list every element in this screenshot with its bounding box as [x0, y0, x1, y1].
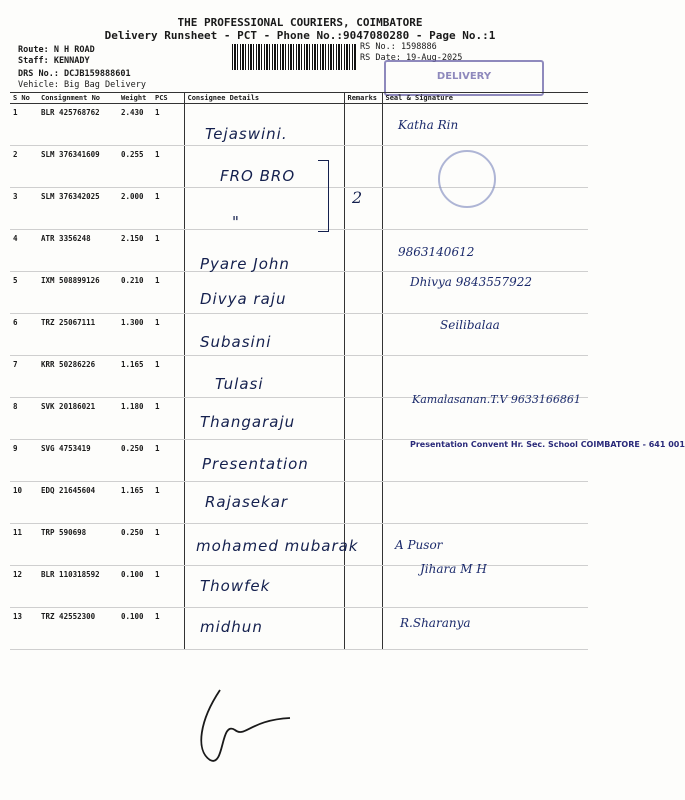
consignee-name-handwritten: Rajasekar [205, 493, 289, 511]
pcs-value: 1 [152, 314, 184, 356]
consignee-name-handwritten: Thowfek [200, 577, 271, 595]
col-weight: Weight [118, 93, 152, 104]
row-sno: 8 [10, 398, 38, 440]
table-row [10, 608, 588, 650]
table-row [10, 356, 588, 398]
consignment-no: SLM 376342025 [38, 188, 118, 230]
pcs-value: 1 [152, 608, 184, 650]
consignment-no: TRP 590698 [38, 524, 118, 566]
signature-cell [382, 356, 588, 398]
pcs-value: 1 [152, 272, 184, 314]
rs-number: RS No.: 1598886 [360, 42, 437, 52]
pcs-value: 1 [152, 230, 184, 272]
remarks-cell [344, 230, 382, 272]
row-sno: 3 [10, 188, 38, 230]
pcs-value: 1 [152, 398, 184, 440]
table-row [10, 314, 588, 356]
remarks-cell [344, 146, 382, 188]
table-row [10, 482, 588, 524]
col-sno: S No [10, 93, 38, 104]
consignee-name-handwritten: FRO BRO [220, 167, 296, 185]
weight-value: 1.165 [118, 482, 152, 524]
consignment-no: SVG 4753419 [38, 440, 118, 482]
company-title: THE PROFESSIONAL COURIERS, COIMBATORE [177, 16, 423, 29]
consignee-name-handwritten: midhun [200, 618, 263, 636]
row-sno: 5 [10, 272, 38, 314]
remarks-cell [344, 440, 382, 482]
route-label: Route: N H ROAD [18, 45, 95, 55]
remarks-cell [344, 272, 382, 314]
pcs-value: 1 [152, 188, 184, 230]
receiver-signature: 9863140612 [398, 245, 475, 259]
receiver-signature: Dhivya 9843557922 [410, 275, 533, 289]
runsheet-subtitle: Delivery Runsheet - PCT - Phone No.:9047080280 - Page No.:1 [104, 29, 496, 42]
table-row [10, 230, 588, 272]
row-sno: 11 [10, 524, 38, 566]
row-sno: 13 [10, 608, 38, 650]
col-consignee: Consignee Details [184, 93, 344, 104]
weight-value: 0.210 [118, 272, 152, 314]
weight-value: 2.430 [118, 104, 152, 146]
row-sno: 6 [10, 314, 38, 356]
remarks-cell [344, 608, 382, 650]
receiver-signature: Katha Rin [398, 118, 459, 132]
weight-value: 2.000 [118, 188, 152, 230]
row-sno: 7 [10, 356, 38, 398]
runsheet-table [10, 92, 588, 650]
weight-value: 0.250 [118, 524, 152, 566]
weight-value: 0.250 [118, 440, 152, 482]
consignee-name-handwritten: Tejaswini. [205, 125, 288, 143]
col-pcs: PCS [152, 93, 184, 104]
col-remarks: Remarks [344, 93, 382, 104]
receiver-signature: A Pusor [395, 538, 443, 552]
consignee-name-handwritten: Pyare John [200, 255, 290, 273]
pcs-value: 1 [152, 440, 184, 482]
row-sno: 2 [10, 146, 38, 188]
remarks-cell [344, 314, 382, 356]
delivery-stamp: DELIVERY [384, 60, 544, 96]
drs-number: DRS No.: DCJB159888601 [18, 69, 131, 79]
consignment-no: KRR 50286226 [38, 356, 118, 398]
pcs-value: 1 [152, 566, 184, 608]
consignment-no: TRZ 42552300 [38, 608, 118, 650]
round-seal [438, 150, 496, 208]
weight-value: 0.255 [118, 146, 152, 188]
receiver-signature: Seilibalaa [440, 318, 500, 332]
remarks-cell [344, 104, 382, 146]
consignment-no: TRZ 25067111 [38, 314, 118, 356]
pcs-value: 1 [152, 356, 184, 398]
col-signature: Seal & Signature [382, 93, 588, 104]
vehicle-label: Vehicle: Big Bag Delivery [18, 80, 146, 90]
row-sno: 12 [10, 566, 38, 608]
staff-signature [190, 680, 300, 775]
consignment-no: SLM 376341609 [38, 146, 118, 188]
consignee-name-handwritten: Subasini [200, 333, 272, 351]
receiver-signature: R.Sharanya [400, 616, 471, 630]
school-seal: Presentation Convent Hr. Sec. School COIMBATORE - 641 001 [410, 440, 685, 449]
pcs-value: 1 [152, 524, 184, 566]
remarks-cell [344, 356, 382, 398]
rs-date: RS Date: 19-Aug-2025 [360, 53, 463, 63]
remarks-cell [344, 188, 382, 230]
consignee-name-handwritten: Tulasi [215, 375, 264, 393]
consignee-name-handwritten: Divya raju [200, 290, 287, 308]
consignment-no: EDQ 21645604 [38, 482, 118, 524]
weight-value: 2.150 [118, 230, 152, 272]
col-consignment: Consignment No [38, 93, 118, 104]
table-row [10, 188, 588, 230]
consignee-name-handwritten: Presentation [202, 455, 309, 473]
remarks-cell [344, 482, 382, 524]
row-sno: 9 [10, 440, 38, 482]
receiver-signature: Kamalasanan.T.V 9633166861 [412, 393, 581, 406]
table-row [10, 104, 588, 146]
table-row [10, 146, 588, 188]
consignee-name-handwritten: Thangaraju [200, 413, 296, 431]
pcs-value: 1 [152, 482, 184, 524]
weight-value: 0.100 [118, 566, 152, 608]
weight-value: 1.300 [118, 314, 152, 356]
remarks-cell [344, 566, 382, 608]
pcs-value: 1 [152, 146, 184, 188]
consignment-no: SVK 20186021 [38, 398, 118, 440]
row-sno: 1 [10, 104, 38, 146]
remarks-cell [344, 398, 382, 440]
pcs-value: 1 [152, 104, 184, 146]
consignee-name-handwritten: " [232, 213, 240, 231]
weight-value: 1.165 [118, 356, 152, 398]
receiver-signature: Jihara M H [420, 562, 487, 576]
remarks-count: 2 [352, 188, 363, 207]
table-row [10, 566, 588, 608]
bracket-mark [318, 160, 329, 232]
consignment-no: BLR 425768762 [38, 104, 118, 146]
barcode [232, 44, 356, 70]
consignment-no: ATR 3356248 [38, 230, 118, 272]
consignment-no: BLR 110318592 [38, 566, 118, 608]
staff-label: Staff: KENNADY [18, 56, 90, 66]
weight-value: 0.100 [118, 608, 152, 650]
consignee-cell [184, 356, 344, 398]
signature-cell [382, 482, 588, 524]
row-sno: 4 [10, 230, 38, 272]
consignment-no: IXM 508899126 [38, 272, 118, 314]
row-sno: 10 [10, 482, 38, 524]
consignee-name-handwritten: mohamed mubarak [196, 537, 359, 555]
weight-value: 1.180 [118, 398, 152, 440]
table-header [10, 93, 588, 104]
